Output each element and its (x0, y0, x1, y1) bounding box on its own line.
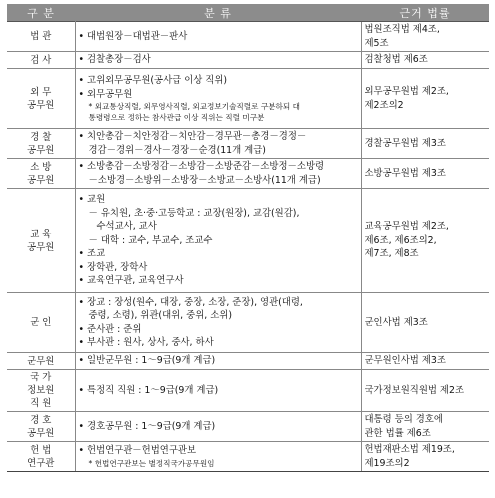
classification-line: －소방경－소방위－소방장－소방교－소방사(11개 계급) (88, 174, 321, 186)
law-line: 검찰청법 제6조 (364, 54, 428, 66)
classification-line: • 경호공무원 : 1～9급(9개 계급) (78, 420, 216, 432)
classification-line: • 외무공무원 (78, 88, 133, 100)
category-label: 경 호 (30, 414, 52, 426)
classification-line: • 부사관 : 원사, 상사, 중사, 하사 (78, 337, 214, 348)
classification-line: • 장교 : 장성(원수, 대장, 중장, 소장, 준장), 영관(대령, (78, 296, 303, 308)
category-label: 공무원 (27, 427, 55, 439)
category-label: 국 가 (30, 372, 52, 383)
classification-line: 통령령으로 정하는 참사관급 이상 직위는 직렬 미구분 (88, 113, 265, 122)
classification-cell (75, 52, 361, 69)
classification-line: • 교원 (78, 194, 106, 206)
classification-line: • 검찰총장－검사 (78, 54, 151, 66)
law-line: 군무원인사법 제3조 (364, 355, 446, 367)
category-label: 교 육 (30, 228, 52, 240)
classification-line: • 치안총감－치안정감－치안감－경무관－총경－경정－ (78, 131, 307, 142)
classification-line: 중령, 소령), 위관(대위, 중위, 소위) (88, 310, 232, 321)
law-cell (361, 442, 489, 472)
classification-line: • 교육연구관, 교육연구사 (78, 275, 184, 287)
table-row (7, 412, 489, 442)
category-label: 정보원 (27, 385, 55, 396)
category-label: 법 관 (30, 31, 52, 42)
category-cell (7, 159, 75, 189)
header-law: 근거 법률 (361, 4, 489, 22)
classification-line: • 고위외무공무원(공사급 이상 직위) (78, 75, 228, 86)
law-line: 대통령 등의 경호에 (364, 414, 443, 425)
category-cell (7, 442, 75, 472)
category-cell (7, 370, 75, 412)
category-cell (7, 52, 75, 69)
law-line: 소방공무원법 제3조 (364, 167, 446, 179)
law-cell (361, 412, 489, 442)
law-cell (361, 159, 489, 189)
law-cell (361, 189, 489, 293)
category-label: 공무원 (27, 99, 55, 111)
category-label: 연구관 (27, 457, 55, 469)
classification-cell (75, 442, 361, 472)
classification-cell (75, 159, 361, 189)
category-cell (7, 22, 75, 52)
public-official-classification-table (7, 4, 489, 472)
category-cell (7, 129, 75, 159)
header-category: 구 분 (7, 4, 75, 22)
table-row (7, 293, 489, 353)
category-label: 공무원 (27, 241, 55, 253)
table-row (7, 353, 489, 370)
category-label: 공무원 (27, 174, 55, 186)
law-cell (361, 293, 489, 353)
category-label: 군무원 (27, 355, 55, 367)
category-label: 소 방 (30, 161, 52, 173)
law-line: 헌법재판소법 제19조, (364, 444, 455, 455)
table-row (7, 69, 489, 129)
header-classification: 분 류 (75, 4, 361, 22)
classification-cell (75, 22, 361, 52)
table-row (7, 129, 489, 159)
table-row (7, 370, 489, 412)
category-label: 군 인 (30, 317, 52, 328)
classification-cell (75, 129, 361, 159)
classification-line: • 헌법연구관－헌법연구관보 (78, 445, 197, 457)
classification-cell (75, 353, 361, 370)
classification-cell (75, 69, 361, 129)
classification-line: • 일반군무원 : 1～9급(9개 계급) (78, 355, 216, 367)
classification-line: － 유치원, 초·중·고등학교 : 교장(원장), 교감(원감), (88, 207, 300, 219)
law-line: 제19조의2 (364, 457, 410, 469)
classification-line: － 대학 : 교수, 부교수, 조교수 (88, 234, 213, 246)
law-line: 제6조, 제6조의2, (364, 234, 437, 246)
category-label: 공무원 (27, 144, 55, 156)
category-label: 검 사 (30, 54, 52, 66)
table-row (7, 159, 489, 189)
law-cell (361, 52, 489, 69)
category-cell (7, 293, 75, 353)
table-row (7, 22, 489, 52)
classification-line: • 조교 (78, 248, 106, 260)
table-row (7, 442, 489, 472)
category-label: 헌 법 (30, 444, 52, 456)
law-cell (361, 22, 489, 52)
law-line: 제2조의2 (364, 99, 404, 111)
law-cell (361, 129, 489, 159)
category-label: 경 찰 (30, 131, 52, 143)
classification-cell (75, 189, 361, 293)
law-cell (361, 353, 489, 370)
classification-line: • 특정직 직원 : 1～9급(9개 계급) (78, 384, 219, 396)
category-label: 직 원 (30, 398, 52, 409)
law-line: 군인사법 제3조 (364, 316, 428, 328)
classification-line: • 준사관 : 준위 (78, 323, 142, 335)
table-row (7, 189, 489, 293)
law-line: 경찰공무원법 제3조 (364, 137, 446, 149)
law-cell (361, 69, 489, 129)
law-line: 제5조 (364, 37, 389, 49)
law-line: 교육공무원법 제2조, (364, 221, 449, 233)
table-row (7, 52, 489, 69)
classification-line: 경감－경위－경사－경장－순경(11개 계급) (88, 144, 266, 156)
table-body (7, 22, 489, 472)
classification-cell (75, 370, 361, 412)
category-label: 외 무 (30, 86, 52, 98)
classification-line: * 외교통상직렬, 외무영사직렬, 외교정보기술직렬로 구분하되 대 (88, 102, 300, 111)
law-line: 외무공무원법 제2조, (364, 86, 449, 97)
law-line: 관한 법률 제6조 (364, 427, 431, 439)
law-line: 국가정보원직원법 제2조 (364, 384, 465, 396)
law-line: 제7조, 제8조 (364, 248, 419, 260)
table-header-row (7, 4, 489, 22)
law-cell (361, 370, 489, 412)
category-cell (7, 69, 75, 129)
law-line: 법원조직법 제4조, (364, 24, 440, 35)
classification-line: * 헌법연구관보는 별정직국가공무원임 (88, 458, 215, 468)
classification-cell (75, 293, 361, 353)
category-cell (7, 189, 75, 293)
category-cell (7, 412, 75, 442)
classification-line: 수석교사, 교사 (96, 221, 157, 233)
classification-line: • 장학관, 장학사 (78, 261, 148, 273)
classification-line: • 소방총감－소방정감－소방감－소방준감－소방정－소방령 (78, 161, 325, 172)
document-table-wrapper (7, 4, 489, 472)
classification-line: • 대법원장－대법관－판사 (78, 30, 188, 42)
classification-cell (75, 412, 361, 442)
category-cell (7, 353, 75, 370)
